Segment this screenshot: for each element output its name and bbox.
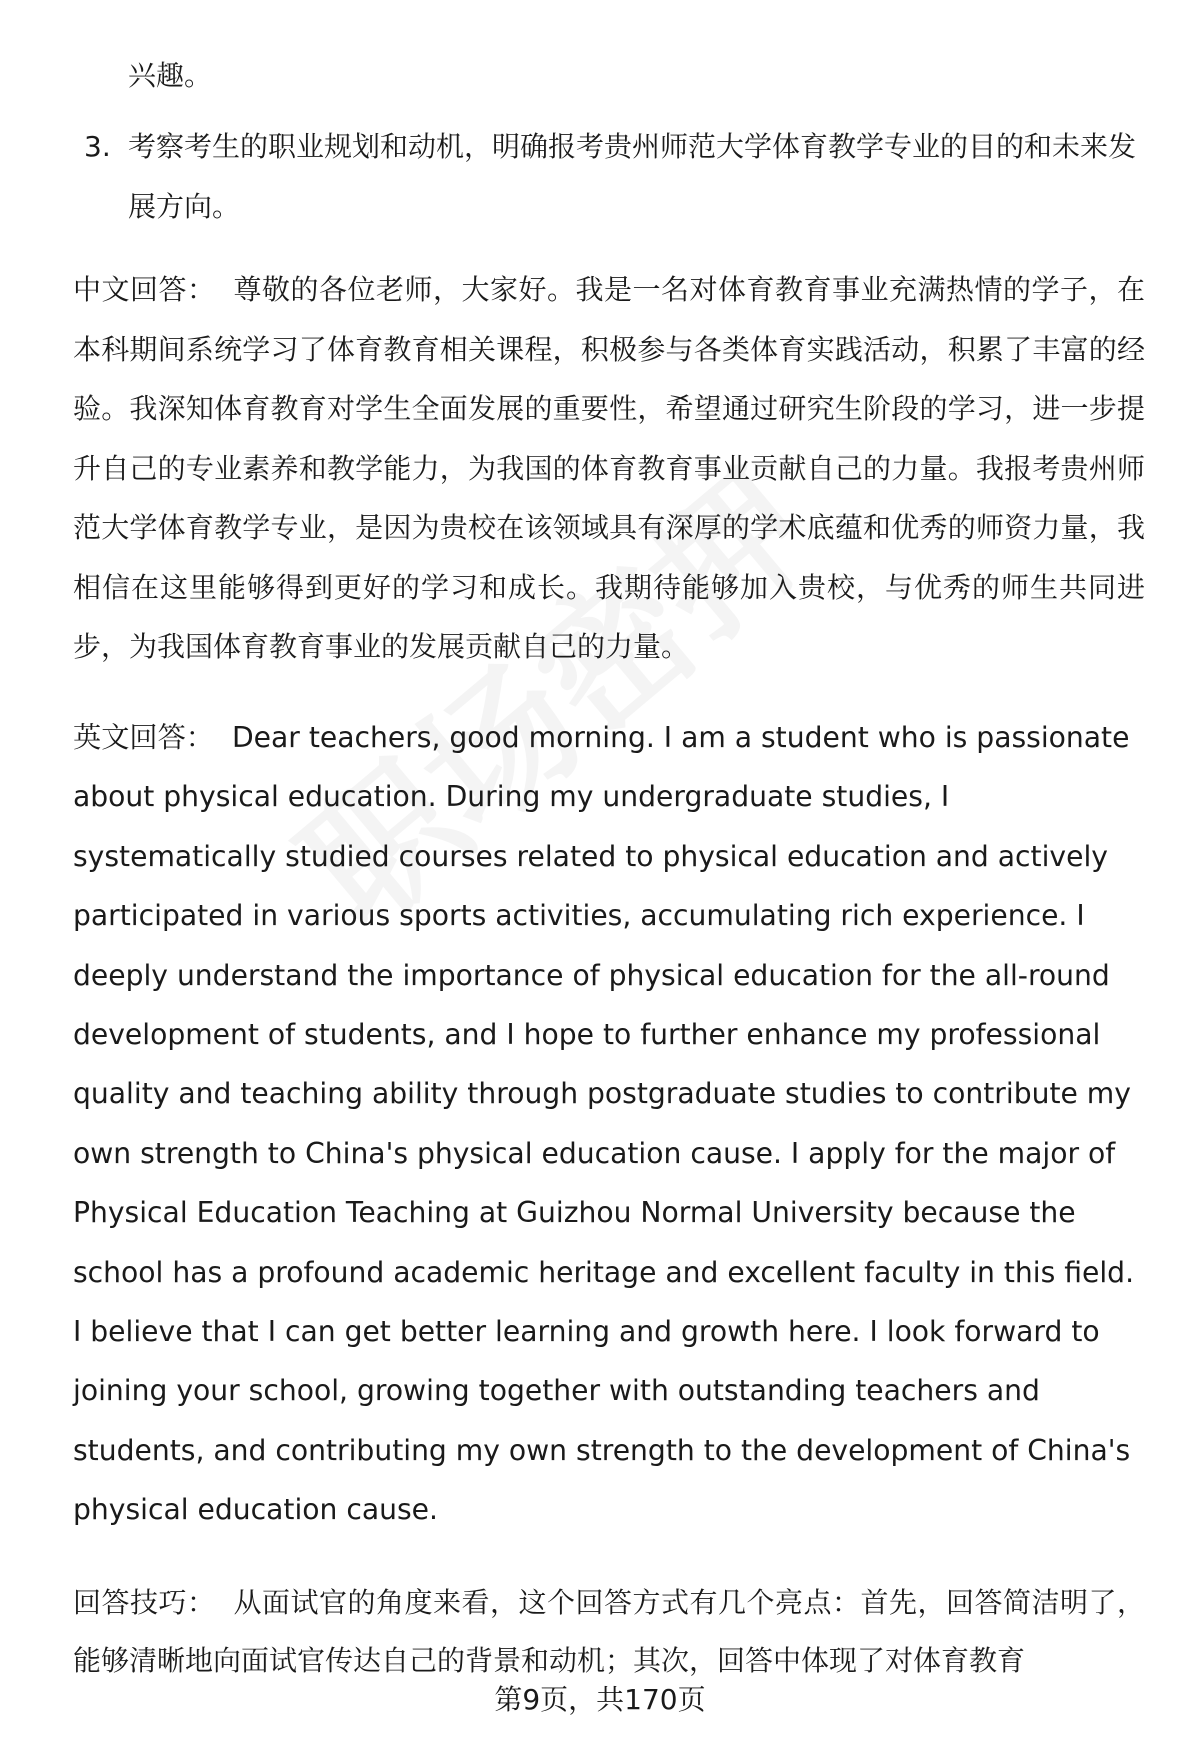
english-answer-paragraph xyxy=(73,708,1145,1540)
chinese-answer-label: 中文回答： xyxy=(73,273,216,306)
page-indicator: 第9页，共170页 xyxy=(0,1680,1200,1720)
continuation-text: 兴趣。 xyxy=(128,59,213,92)
english-answer-label: 英文回答： xyxy=(73,721,214,754)
list-item-number: 3. xyxy=(84,130,111,163)
chinese-answer-paragraph xyxy=(73,260,1145,677)
list-item-3 xyxy=(84,117,1144,237)
list-item-text: 考察考生的职业规划和动机，明确报考贵州师范大学体育教学专业的目的和未来发展方向。 xyxy=(128,130,1137,223)
tips-text: 从面试官的角度来看，这个回答方式有几个亮点：首先，回答简洁明了，能够清晰地向面试官传达自己的背景和动机；其次，回答中体现了对体育教育 xyxy=(73,1586,1145,1677)
tips-paragraph xyxy=(73,1574,1145,1694)
english-answer-text: Dear teachers, good morning. I am a student who is passionate about physical education. During my undergraduate studies, I systematically studied courses related to physical education and actively participated in various sports activities, accumulating rich experience. I deeply understand the importance of physical education for the all-round development of students, and I hope to further enhance my professional quality and teaching ability through postgraduate studies to contribute my own strength to China's physical education cause. I apply for the major of Physical Education Teaching at Guizhou Normal University because the school has a profound academic heritage and excellent faculty in this field. I believe that I can get better learning and growth here. I look forward to joining your school, growing together with outstanding teachers and students, and contributing my own strength to the development of China's physical education cause. xyxy=(73,721,1135,1527)
chinese-answer-text: 尊敬的各位老师，大家好。我是一名对体育教育事业充满热情的学子，在本科期间系统学习了体育教育相关课程，积极参与各类体育实践活动，积累了丰富的经验。我深知体育教育对学生全面发展的重要性，希望通过研究生阶段的学习，进一步提升自己的专业素养和教学能力，为我国的体育教育事业贡献自己的力量。我报考贵州师范大学体育教学专业，是因为贵校在该领域具有深厚的学术底蕴和优秀的师资力量，我相信在这里能够得到更好的学习和成长。我期待能够加入贵校，与优秀的师生共同进步，为我国体育教育事业的发展贡献自己的力量。 xyxy=(73,273,1145,663)
tips-label: 回答技巧： xyxy=(73,1586,216,1619)
